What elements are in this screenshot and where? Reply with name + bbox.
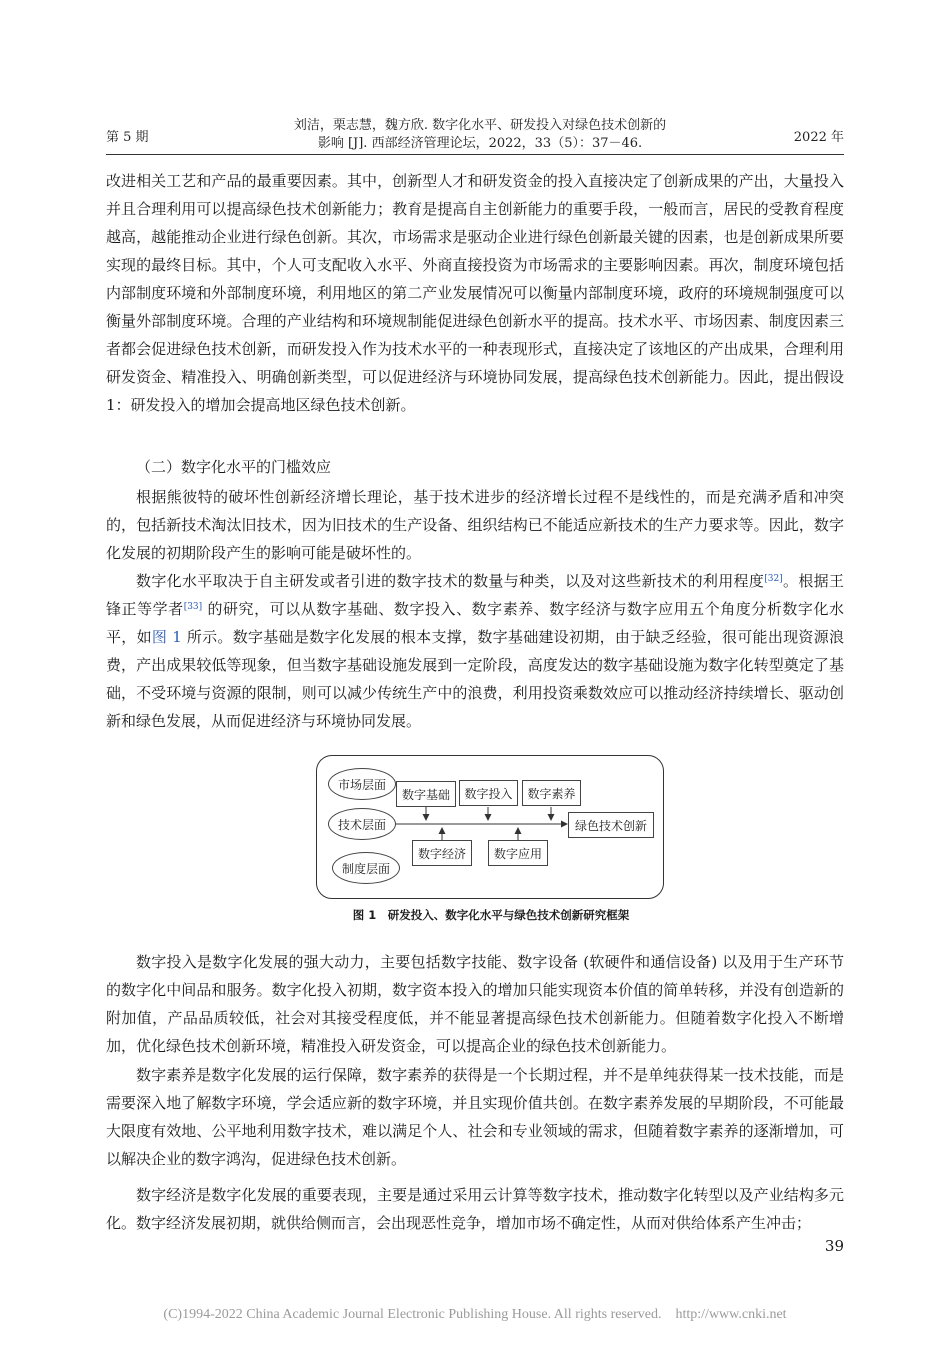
box-digital-literacy: 数字素养 bbox=[522, 780, 581, 806]
paragraph-4: 数字投入是数字化发展的强大动力，主要包括数字技能、数字设备 (软硬件和通信设备) 以及用于生产环节的数字化中间品和服务。数字化投入初期，数字资本投入的增加只能实现资本价值的简单转移，并没有创造新的附加值，产品品质较低，社会对其接受程度低，并不能显著提高绿色技术创新能力。但随着数字化投入不断增加，优化绿色技术创新环境，精准投入研发资金，可以提高企业的绿色技术创新能力。 bbox=[106, 953, 844, 1055]
header-rule bbox=[106, 154, 844, 155]
figure-1-link[interactable]: 图 1 bbox=[151, 628, 182, 646]
box-digital-application: 数字应用 bbox=[488, 840, 548, 866]
box-digital-foundation: 数字基础 bbox=[396, 781, 456, 807]
header-citation-line2: 影响 [J]. 西部经济管理论坛，2022，33（5）：37－46. bbox=[317, 136, 643, 151]
paragraph-3-text-a: 数字化水平取决于自主研发或者引进的数字技术的数量与种类，以及对这些新技术的利用程度 bbox=[136, 572, 765, 590]
figure-1-diagram bbox=[316, 755, 664, 899]
citation-ref-32[interactable]: [32] bbox=[764, 574, 783, 584]
paragraph-5: 数字素养是数字化发展的运行保障，数字素养的获得是一个长期过程，并不是单纯获得某一技术技能，而是需要深入地了解数字环境，学会适应新的数字环境，并且实现价值共创。在数字素养发展的早期阶段，不可能最大限度有效地、公平地利用数字技术，难以满足个人、社会和专业领域的需求，但随着数字素养的逐渐增加，可以解决企业的数字鸿沟，促进绿色技术创新。 bbox=[106, 1066, 844, 1168]
figure-caption: 图 1 研发投入、数字化水平与绿色技术创新研究框架 bbox=[352, 908, 630, 922]
ellipse-system-level: 制度层面 bbox=[332, 852, 400, 884]
header-citation-line1: 刘洁，栗志慧，魏方欣. 数字化水平、研发投入对绿色技术创新的 bbox=[293, 118, 667, 133]
paragraph-2: 根据熊彼特的破坏性创新经济增长理论，基于技术进步的经济增长过程不是线性的，而是充满矛盾和冲突的，包括新技术淘汰旧技术，因为旧技术的生产设备、组织结构已不能适应新技术的生产力要求等。因此，数字化发展的初期阶段产生的影响可能是破坏性的。 bbox=[106, 488, 844, 562]
copyright-footer: (C)1994-2022 China Academic Journal Electronic Publishing House. All rights reserved. http://www.cnki.net bbox=[163, 1307, 787, 1322]
box-digital-input: 数字投入 bbox=[459, 780, 518, 806]
citation-ref-33[interactable]: [33] bbox=[183, 602, 203, 612]
header-year: 2022 年 bbox=[793, 130, 844, 145]
page-number: 39 bbox=[824, 1237, 844, 1255]
paragraph-3-text-d: 所示。数字基础是数字化发展的根本支撑，数字基础建设初期，由于缺乏经验，很可能出现资源浪费，产出成果较低等现象，但当数字基础设施发展到一定阶段，高度发达的数字基础设施为数字化转型奠定了基础，不受环境与资源的限制，则可以减少传统生产中的浪费，利用投资乘数效应可以推动经济持续增长、驱动创新和绿色发展，从而促进经济与环境协同发展。 bbox=[106, 628, 844, 730]
paragraph-6: 数字经济是数字化发展的重要表现，主要是通过采用云计算等数字技术，推动数字化转型以及产业结构多元化。数字经济发展初期，就供给侧而言，会出现恶性竞争，增加市场不确定性，从而对供给体系产生冲击； bbox=[106, 1186, 844, 1232]
paragraph-1: 改进相关工艺和产品的最重要因素。其中，创新型人才和研发资金的投入直接决定了创新成果的产出，大量投入并且合理利用可以提高绿色技术创新能力；教育是提高自主创新能力的重要手段，一般而言，居民的受教育程度越高，越能推动企业进行绿色创新。其次，市场需求是驱动企业进行绿色创新最关键的因素，也是创新成果所要实现的最终目标。其中，个人可支配收入水平、外商直接投资为市场需求的主要影响因素。再次，制度环境包括内部制度环境和外部制度环境，利用地区的第二产业发展情况可以衡量内部制度环境，政府的环境规制强度可以衡量外部制度环境。合理的产业结构和环境规制能促进绿色创新水平的提高。技术水平、市场因素、制度因素三者都会促进绿色技术创新，而研发投入作为技术水平的一种表现形式，直接决定了该地区的产出成果，合理利用研发资金、精准投入、明确创新类型，可以促进经济与环境协同发展，提高绿色技术创新能力。因此，提出假设 1：研发投入的增加会提高地区绿色技术创新。 bbox=[106, 172, 844, 414]
ellipse-tech-level: 技术层面 bbox=[328, 808, 396, 840]
header-issue: 第 5 期 bbox=[106, 130, 149, 145]
section-heading: （二）数字化水平的门槛效应 bbox=[136, 458, 332, 476]
header-citation bbox=[290, 117, 670, 153]
ellipse-market-level: 市场层面 bbox=[328, 768, 396, 800]
box-digital-economy: 数字经济 bbox=[412, 840, 472, 866]
paragraph-3-text-b: 。根据王锋正等学者 bbox=[106, 572, 844, 618]
box-green-innovation: 绿色技术创新 bbox=[568, 812, 654, 838]
paragraph-3 bbox=[106, 567, 844, 735]
paragraph-3-text-c: 的研究，可以从数字基础、数字投入、数字素养、数字经济与数字应用五个角度分析数字化水平，如 bbox=[106, 600, 844, 646]
